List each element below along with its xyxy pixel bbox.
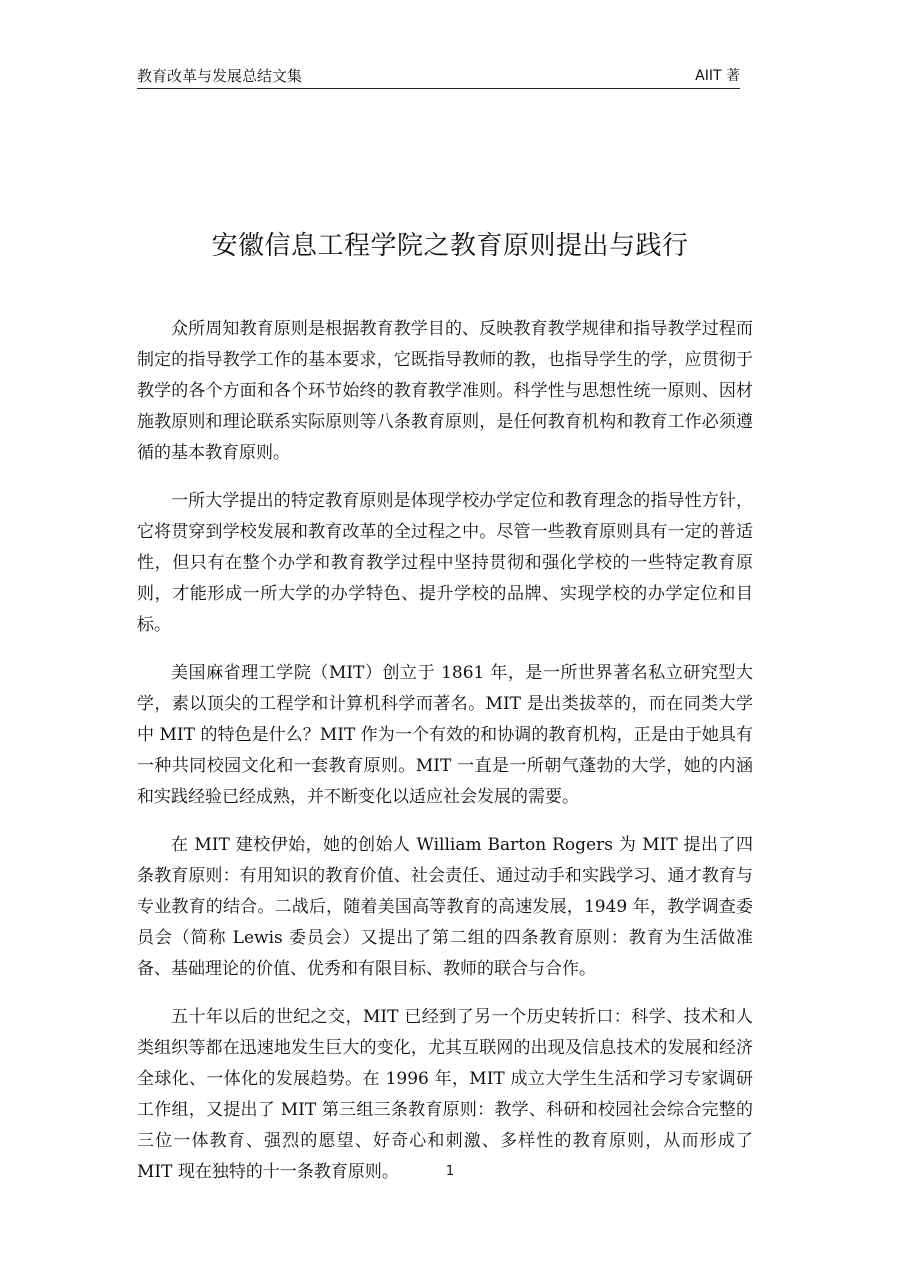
header-collection-title: 教育改革与发展总结文集 — [137, 67, 303, 85]
header-author: AIIT 著 — [695, 68, 740, 84]
paragraph-1: 众所周知教育原则是根据教育教学目的、反映教育教学规律和指导教学过程而制定的指导教学工作的基本要求，它既指导教师的教，也指导学生的学，应贯彻于教学的各个方面和各个环节始终的教育教学准则。科学性与思想性统一原则、因材施教原则和理论联系实际原则等八条教育原则，是任何教育机构和教育工作必须遵循的基本教育原则。 — [137, 319, 753, 463]
paragraph-2: 一所大学提出的特定教育原则是体现学校办学定位和教育理念的指导性方针，它将贯穿到学校发展和教育改革的全过程之中。尽管一些教育原则具有一定的普适性，但只有在整个办学和教育教学过程中坚持贯彻和强化学校的一些特定教育原则，才能形成一所大学的办学特色、提升学校的品牌、实现学校的办学定位和目标。 — [137, 491, 753, 635]
paragraph-4: 在 MIT 建校伊始，她的创始人 William Barton Rogers 为 MIT 提出了四条教育原则：有用知识的教育价值、社会责任、通过动手和实践学习、通才教育与专业教育的结合。二战后，随着美国高等教育的高速发展，1949 年，教学调查委员会（简称 Lewis 委员会）又提出了第二组的四条教育原则：教育为生活做准备、基础理论的价值、优秀和有限目标、教师的联合与合作。 — [137, 835, 753, 979]
page-header — [137, 66, 740, 89]
document-title: 安徽信息工程学院之教育原则提出与践行 — [211, 231, 689, 261]
page-number: 1 — [445, 1164, 455, 1179]
document-body — [137, 314, 753, 1205]
paragraph-3: 美国麻省理工学院（MIT）创立于 1861 年，是一所世界著名私立研究型大学，素以顶尖的工程学和计算机科学而著名。MIT 是出类拔萃的，而在同类大学中 MIT 的特色是什么？MIT 作为一个有效的和协调的教育机构，正是由于她具有一种共同校园文化和一套教育原则。MIT 一直是一所朝气蓬勃的大学，她的内涵和实践经验已经成熟，并不断变化以适应社会发展的需要。 — [137, 663, 753, 807]
paragraph-5: 五十年以后的世纪之交，MIT 已经到了另一个历史转折口：科学、技术和人类组织等都在迅速地发生巨大的变化，尤其互联网的出现及信息技术的发展和经济全球化、一体化的发展趋势。在 1996 年，MIT 成立大学生生活和学习专家调研工作组，又提出了 MIT 第三组三条教育原则：教学、科研和校园社会综合完整的三位一体教育、强烈的愿望、好奇心和刺激、多样性的教育原则，从而形成了 MIT 现在独特的十一条教育原则。 — [137, 1007, 753, 1182]
